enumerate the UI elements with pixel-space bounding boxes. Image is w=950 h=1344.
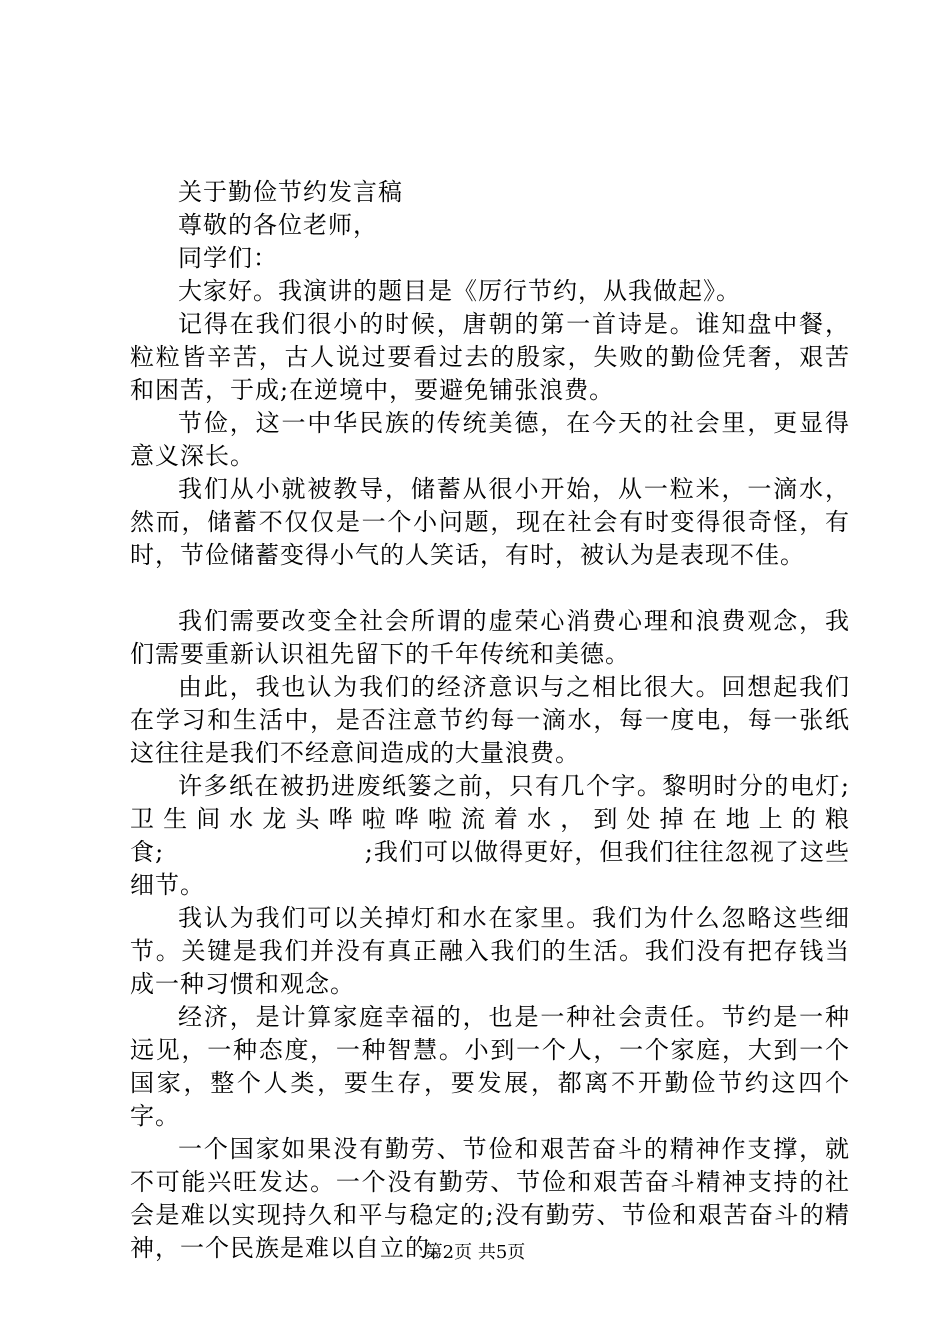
paragraph-greeting: 大家好。我演讲的题目是《厉行节约，从我做起》。 xyxy=(178,277,741,305)
paragraph-responsibility: 经济，是计算家庭幸福的，也是一种社会责任。节约是一种远见，一种态度，一种智慧。小到一个人，一个家庭，大到一个国家，整个人类，要生存，要发展，都离不开勤俭节约这四个字。 xyxy=(130,1003,850,1130)
salutation-teachers: 尊敬的各位老师， xyxy=(178,211,378,239)
paragraph-change: 我们需要改变全社会所谓的虚荣心消费心理和浪费观念，我们需要重新认识祖先留下的千年传统和美德。 xyxy=(130,607,850,668)
paragraph-waste-examples: 许多纸在被扔进废纸篓之前，只有几个字。黎明时分的电灯;卫生间水龙头哗啦哗啦流着水，到处掉在地上的粮食; ;我们可以做得更好，但我们往往忽视了这些细节。 xyxy=(130,772,850,899)
paragraph-nation: 一个国家如果没有勤劳、节俭和艰苦奋斗的精神作支撑，就不可能兴旺发达。一个没有勤劳、节俭和艰苦奋斗精神支持的社会是难以实现持久和平与稳定的;没有勤劳、节俭和艰苦奋斗的精神，一个民族是难以自立的。 xyxy=(130,1135,850,1262)
document-title: 关于勤俭节约发言稿 xyxy=(178,178,403,206)
paragraph-spacer xyxy=(130,572,850,605)
document-body xyxy=(130,176,850,1265)
paragraph-habits: 我认为我们可以关掉灯和水在家里。我们为什么忽略这些细节。关键是我们并没有真正融入我们的生活。我们没有把存钱当成一种习惯和观念。 xyxy=(130,904,850,998)
page-number-footer: 第2页 共5页 xyxy=(424,1242,526,1263)
salutation-students: 同学们： xyxy=(178,244,278,272)
paragraph-frugality: 节俭，这一中华民族的传统美德，在今天的社会里，更显得意义深长。 xyxy=(130,409,850,470)
paragraph-poem: 记得在我们很小的时候，唐朝的第一首诗是。谁知盘中餐，粒粒皆辛苦，古人说过要看过去的殷家，失败的勤俭凭奢，艰苦和困苦，于成;在逆境中，要避免铺张浪费。 xyxy=(130,310,850,404)
paragraph-saving: 我们从小就被教导，储蓄从很小开始，从一粒米，一滴水，然而，储蓄不仅仅是一个小问题，现在社会有时变得很奇怪，有时，节俭储蓄变得小气的人笑话，有时，被认为是表现不佳。 xyxy=(130,475,850,569)
paragraph-economy-awareness: 由此，我也认为我们的经济意识与之相比很大。回想起我们在学习和生活中，是否注意节约每一滴水，每一度电，每一张纸这往往是我们不经意间造成的大量浪费。 xyxy=(130,673,850,767)
